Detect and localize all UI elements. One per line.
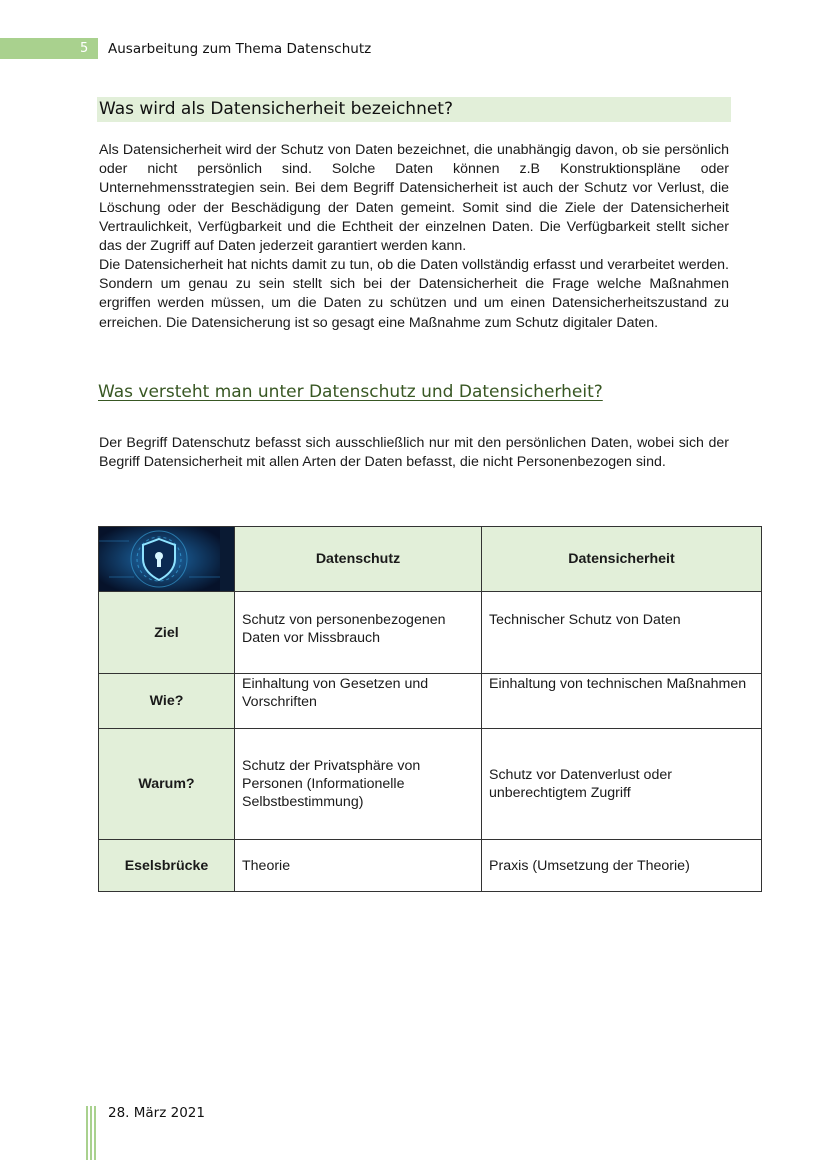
table-row (99, 674, 762, 729)
footer-accent-lines (86, 1106, 98, 1160)
table-row (99, 840, 762, 892)
column-header-datenschutz: Datenschutz (235, 527, 482, 592)
paragraph-datensicherheit-2: Die Datensicherheit hat nichts damit zu tun, ob die Daten vollständig erfasst und verarbeitet werden. Sondern um genau zu sein stellt sich bei der Datensicherheit die Frage welche Maßnahmen ergriffen werden müssen, um die Daten zu schützen und um einen Datensicherheitszustand zu erreichen. Die Datensicherung ist so gesagt eine Maßnahme zum Schutz digitaler Daten. (99, 257, 729, 331)
cell-datensicherheit: Technischer Schutz von Daten (482, 592, 762, 674)
table-row (99, 729, 762, 840)
cell-datensicherheit: Schutz vor Datenverlust oder unberechtigtem Zugriff (482, 729, 762, 840)
paragraph-vergleich: Der Begriff Datenschutz befasst sich ausschließlich nur mit den persönlichen Daten, wobei sich der Begriff Datensicherheit mit allen Arten der Daten befasst, die nicht Personenbezogen sind. (99, 435, 729, 471)
security-shield-image (99, 527, 235, 592)
comparison-table (98, 526, 762, 892)
row-label: Wie? (99, 674, 235, 729)
table-row (99, 592, 762, 674)
row-label: Eselsbrücke (99, 840, 235, 892)
row-label: Warum? (99, 729, 235, 840)
cell-datensicherheit: Einhaltung von technischen Maßnahmen (482, 674, 762, 729)
cell-datenschutz: Theorie (235, 840, 482, 892)
paragraph-datensicherheit-1: Als Datensicherheit wird der Schutz von Daten bezeichnet, die unabhängig davon, ob sie persönlich oder nicht persönlich sind. Solche Daten können z.B Konstruktionspläne oder Unternehmensstrategien sein. Bei dem Begriff Datensicherheit ist auch der Schutz vor Verlust, die Löschung oder der Beschädigung der Daten gemeint. Somit sind die Ziele der Datensicherheit Vertraulichkeit, Verfügbarkeit und die Echtheit der einzelnen Daten. Die Verfügbarkeit stellt sicher das der Zugriff auf Daten jederzeit garantiert werden kann. (99, 142, 729, 255)
section-heading-vergleich: Was versteht man unter Datenschutz und Datensicherheit? (98, 382, 603, 402)
column-header-datensicherheit: Datensicherheit (482, 527, 762, 592)
page-number: 5 (80, 41, 89, 56)
row-label: Ziel (99, 592, 235, 674)
cell-datenschutz: Schutz von personenbezogenen Daten vor Missbrauch (235, 592, 482, 674)
cell-datensicherheit: Praxis (Umsetzung der Theorie) (482, 840, 762, 892)
shield-lock-icon (99, 527, 220, 591)
cell-datenschutz: Einhaltung von Gesetzen und Vorschriften (235, 674, 482, 729)
document-title: Ausarbeitung zum Thema Datenschutz (108, 41, 372, 57)
cell-datenschutz: Schutz der Privatsphäre von Personen (Informationelle Selbstbestimmung) (235, 729, 482, 840)
section-heading-datensicherheit: Was wird als Datensicherheit bezeichnet? (97, 97, 731, 122)
footer-date: 28. März 2021 (108, 1105, 205, 1121)
